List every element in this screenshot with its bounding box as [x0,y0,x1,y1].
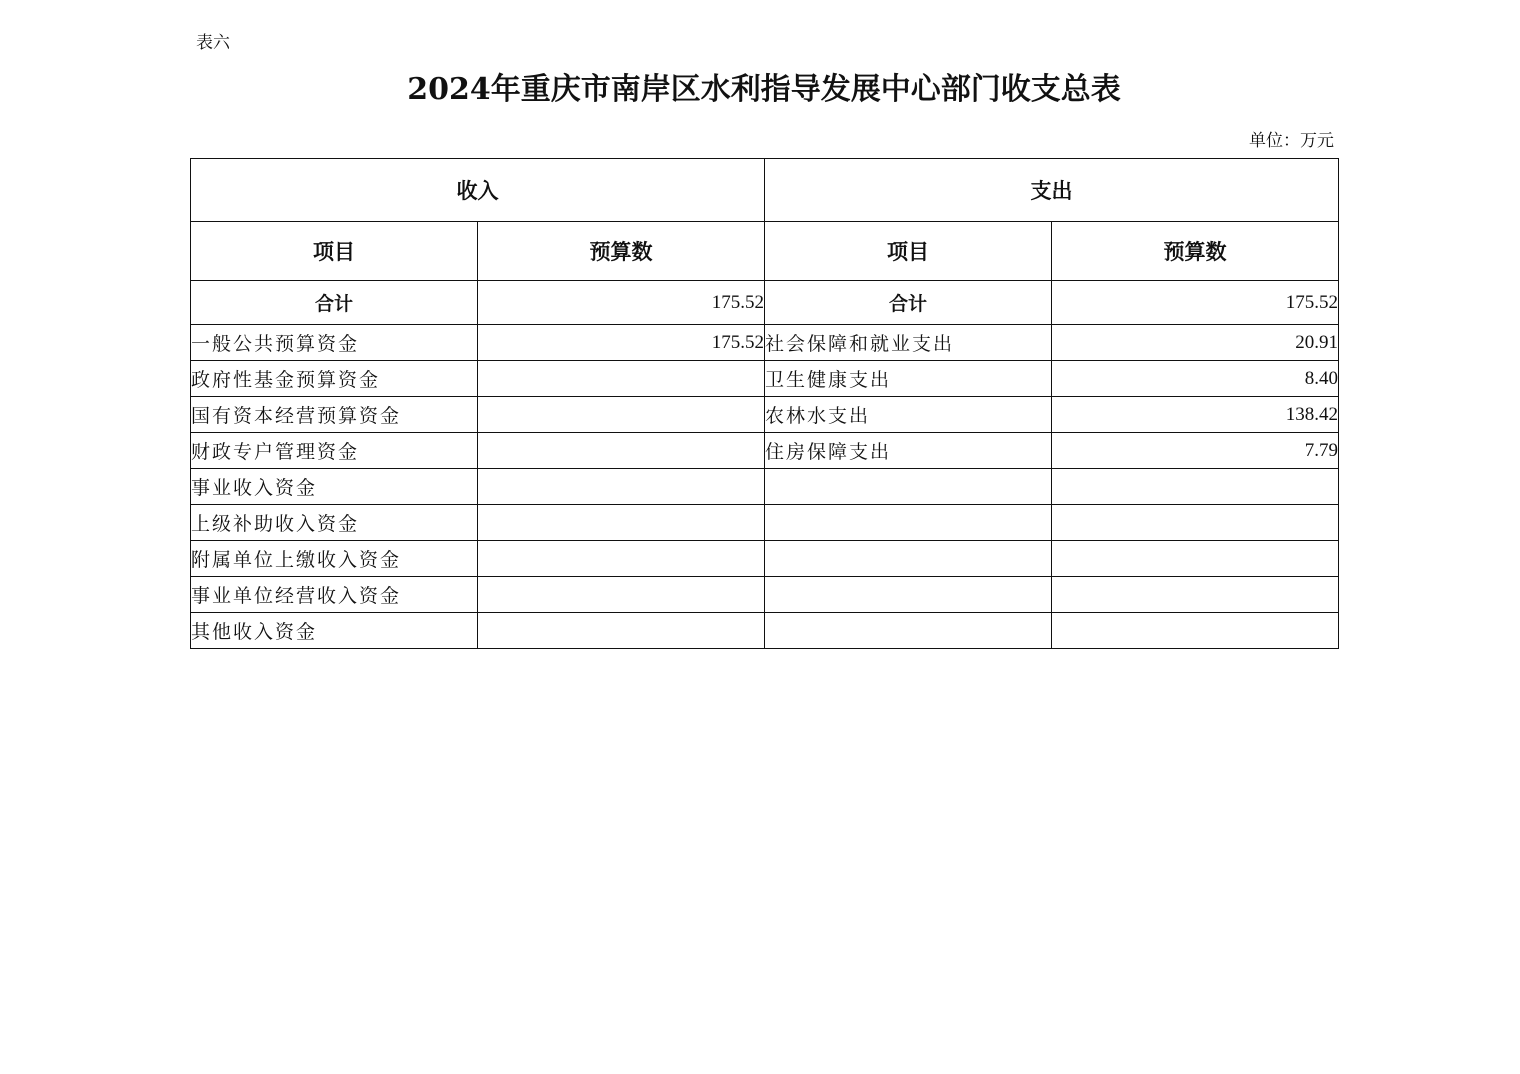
income-item-cell: 其他收入资金 [191,613,478,649]
expense-amount-cell [1052,541,1339,577]
column-header-row [191,222,1339,281]
group-header-row [191,159,1339,222]
table-row [191,433,1339,469]
expense-total-label: 合计 [765,281,1052,325]
table-row [191,613,1339,649]
expense-amount-cell [1052,469,1339,505]
table-row [191,397,1339,433]
income-item-cell: 一般公共预算资金 [191,325,478,361]
table-label: 表六 [196,33,230,53]
expense-amount-cell: 138.42 [1052,397,1339,433]
income-item-cell: 上级补助收入资金 [191,505,478,541]
expense-group-header: 支出 [765,159,1339,222]
expense-item-cell: 社会保障和就业支出 [765,325,1052,361]
income-total-label: 合计 [191,281,478,325]
expense-amount-cell [1052,577,1339,613]
expense-item-cell [765,469,1052,505]
income-total-amount: 175.52 [478,281,765,325]
unit-label: 单位：万元 [1249,131,1334,151]
income-amount-cell: 175.52 [478,325,765,361]
income-item-cell: 政府性基金预算资金 [191,361,478,397]
expense-item-cell [765,577,1052,613]
total-row [191,281,1339,325]
income-amount-cell [478,613,765,649]
expense-item-cell: 农林水支出 [765,397,1052,433]
expense-item-cell: 卫生健康支出 [765,361,1052,397]
expense-item-cell: 住房保障支出 [765,433,1052,469]
table-row [191,469,1339,505]
page-title: 2024年重庆市南岸区水利指导发展中心部门收支总表 [407,72,1121,107]
expense-item-cell [765,505,1052,541]
table-row [191,361,1339,397]
income-amount-header: 预算数 [478,222,765,281]
expense-amount-cell [1052,505,1339,541]
expense-item-cell [765,613,1052,649]
income-amount-cell [478,505,765,541]
table-row [191,577,1339,613]
income-item-cell: 附属单位上缴收入资金 [191,541,478,577]
table-row [191,325,1339,361]
table-row [191,505,1339,541]
income-item-cell: 事业单位经营收入资金 [191,577,478,613]
income-item-cell: 财政专户管理资金 [191,433,478,469]
income-item-header: 项目 [191,222,478,281]
expense-amount-header: 预算数 [1052,222,1339,281]
expense-amount-cell: 8.40 [1052,361,1339,397]
expense-item-cell [765,541,1052,577]
income-amount-cell [478,433,765,469]
income-amount-cell [478,577,765,613]
income-amount-cell [478,541,765,577]
expense-amount-cell [1052,613,1339,649]
expense-item-header: 项目 [765,222,1052,281]
income-item-cell: 国有资本经营预算资金 [191,397,478,433]
income-amount-cell [478,361,765,397]
expense-amount-cell: 7.79 [1052,433,1339,469]
expense-amount-cell: 20.91 [1052,325,1339,361]
income-item-cell: 事业收入资金 [191,469,478,505]
table-row [191,541,1339,577]
expense-total-amount: 175.52 [1052,281,1339,325]
budget-summary-table [190,158,1339,649]
income-amount-cell [478,397,765,433]
income-group-header: 收入 [191,159,765,222]
income-amount-cell [478,469,765,505]
